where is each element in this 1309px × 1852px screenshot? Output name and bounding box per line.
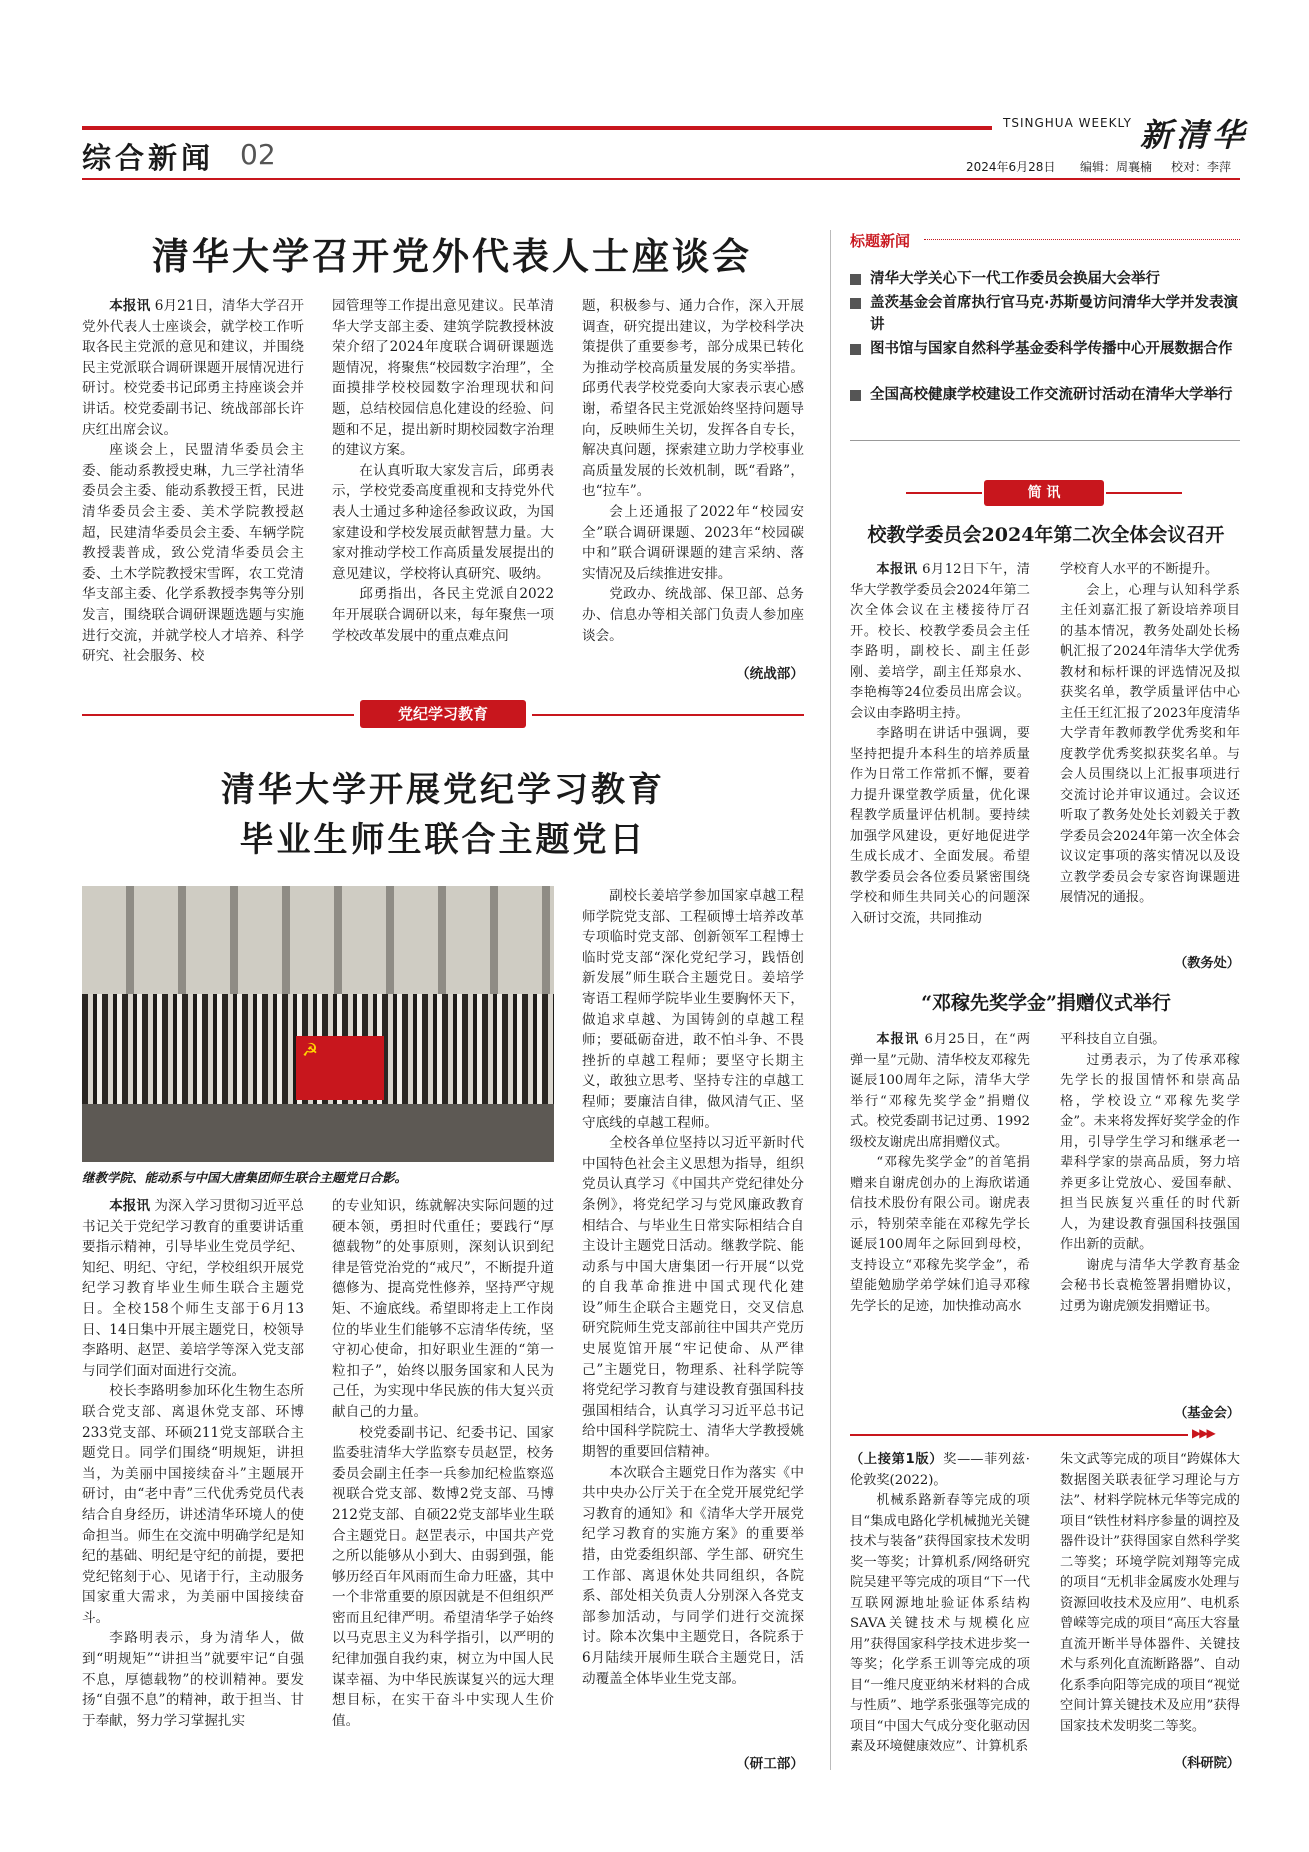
article2-col2: 的专业知识，练就解决实际问题的过硬本领，勇担时代重任；要践行“厚德载物”的处事原则，深刻认识到纪律是管党治党的“戒尺”，不断提升道德修为、提高党性修养，坚持严守规矩、不逾底线。希望即将走上工作岗位的毕业生们能够不忘清华传统，坚守初心使命，扣好职业生涯的“第一粒扣子”，始终以服务国家和人民为己任，为实现中华民族的伟大复兴贡献自己的力量。 校党委副书记、纪委书记、国家监委驻清华大学监察专员赵罡，校务委员会副主任李一兵参加纪检监察巡视联合党支部、数博2党支部、马博212党支部、自硕22党支部毕业生联合主题党日。赵罡表示，中国共产党之所以能够从小到大、由弱到强，能够历经百年风雨而生命力旺盛，其中一个非常重要的原因就是不但组织严密而且纪律严明。希望清华学子始终以马克思主义为科学指引，以严明的纪律加强自我约束，树立为中国人民谋幸福、为中华民族谋复兴的远大理想目标，在实干奋斗中实现人生价值。 bbox=[332, 1198, 554, 1729]
group-photo bbox=[82, 886, 554, 1162]
headline-item[interactable]: 盖茨基金会首席执行官马克·苏斯曼访问清华大学并发表演讲 bbox=[850, 292, 1242, 336]
header-top-rule bbox=[82, 126, 992, 130]
brand-logo-text: 新清华 bbox=[1140, 116, 1249, 154]
continuation-arrows-icon: ▶▶▶ bbox=[1192, 1426, 1214, 1440]
article2-title-line2: 毕业生师生联合主题党日 bbox=[239, 820, 647, 860]
headline-item[interactable]: 图书馆与国家自然科学基金委科学传播中心开展数据合作 bbox=[850, 338, 1242, 360]
headline-item[interactable]: 全国高校健康学校建设工作交流研讨活动在清华大学举行 bbox=[850, 384, 1242, 406]
ground bbox=[82, 1104, 554, 1162]
sidebar-divider bbox=[830, 230, 831, 1770]
headline-item[interactable]: 清华大学关心下一代工作委员会换届大会举行 bbox=[850, 268, 1242, 290]
article1-title: 清华大学召开党外代表人士座谈会 bbox=[152, 234, 752, 278]
brief2-col1: 本报讯 6月25日，在“两弹一星”元勋、清华校友邓稼先诞辰100周年之际，清华大学举行“邓稼先奖学金”捐赠仪式。校党委副书记过勇、1992级校友谢虎出席捐赠仪式。 “邓稼先奖学金”的首笔捐赠来自谢虎创办的上海欣诺通信技术股份有限公司。谢虎表示，特别荣幸能在邓稼先学长诞辰100周年之际回到母校，支持设立“邓稼先奖学金”，希望能勉励学弟学妹们追寻邓稼先学长的足迹，加快推动高水 bbox=[850, 1032, 1030, 1314]
article2-divider-right bbox=[532, 714, 804, 716]
article1-lead: 本报讯 bbox=[109, 298, 151, 314]
article2-col3: 副校长姜培学参加国家卓越工程师学院党支部、工程硕博士培养改革专项临时党支部、创新领军工程博士临时党支部“深化党纪学习，践悟创新发展”师生联合主题党日。姜培学寄语工程师学院毕业生要胸怀天下，做追求卓越、为国铸剑的卓越工程师；要砥砺奋进，敢不怕斗争、不畏挫折的卓越工程师；要坚守长期主义，敢独立思考、坚持专注的卓越工程师；要廉洁自律，做风清气正、坚守底线的卓越工程师。 全校各单位坚持以习近平新时代中国特色社会主义思想为指导，组织党员认真学习《中国共产党纪律处分条例》，将党纪学习与党风廉政教育相结合、与毕业生日常实际相结合自主设计主题党日活动。继教学院、能动系与中国大唐集团一行开展“以党的自我革命推进中国式现代化建设”师生企联合主题党日，交叉信息研究院师生党支部前往中国共产党历史展览馆开展“牢记使命、从严律己”主题党日，物理系、社科学院等将党纪学习教育与建设教育强国科技强国相结合，认真学习习近平总书记给中国科学院院士、清华大学教授姚期智的重要回信精神。 本次联合主题党日作为落实《中共中央办公厅关于在全党开展党纪学习教育的通知》和《清华大学开展党纪学习教育的实施方案》的重要举措，由党委组织部、学生部、研究生工作部、离退休处共同组织，各院系、部处相关负责人分别深入各党支部参加活动，与同学们进行交流探讨。除本次集中主题党日，各院系于6月陆续开展师生联合主题党日，活动覆盖全体毕业生党支部。 bbox=[582, 888, 804, 1687]
section-name: 综合新闻 bbox=[82, 141, 215, 175]
brief-tag: 简 讯 bbox=[984, 480, 1104, 506]
article1-col1: 本报讯 6月21日，清华大学召开党外代表人士座谈会，就学校工作听取各民主党派的意见和建议，并围绕民主党派联合调研课题开展情况进行研讨。校党委书记邱勇主持座谈会并讲话。校党委副书记、统战部部长许庆红出席会议。 座谈会上，民盟清华委员会主委、能动系教授史琳，九三学社清华委员会主委、能动系教授王哲，民进清华委员会主委、美术学院教授赵超，民建清华委员会主委、车辆学院教授裴普成，致公党清华委员会主委、土木学院教授宋雪晖，农工党清华支部主委、化学系教授李隽等分别发言，围绕联合调研课题选题与实施进行交流，并就学校人才培养、科学研究、社会服务、校 bbox=[82, 296, 304, 682]
brand-english: TSINGHUA WEEKLY bbox=[1003, 116, 1132, 130]
article1-col2: 园管理等工作提出意见建议。民革清华大学支部主委、建筑学院教授林波荣介绍了2024年度联合调研课题选题情况，将聚焦“校园数字治理”，全面摸排学校校园数字治理现状和问题，总结校园信息化建设的经验、问题和不足，提出新时期校园数字治理的建议方案。 在认真听取大家发言后，邱勇表示，学校党委高度重视和支持党外代表人士通过多种途径参政议政，为国家建设和学校发展贡献智慧力量。大家对推动学校工作高质量发展提出的意见建议，学校将认真研究、吸纳。 邱勇指出，各民主党派自2022年开展联合调研以来，每年聚焦一项学校改革发展中的重点难点问 bbox=[332, 298, 554, 644]
headlines-bottom-rule bbox=[850, 440, 1240, 441]
brief1-signature: （教务处） bbox=[1174, 956, 1240, 971]
header-bottom-rule bbox=[82, 178, 1240, 180]
brief-tag-rule-right bbox=[1106, 492, 1182, 494]
continuation-rule bbox=[850, 1434, 1188, 1436]
continuation-col1: （上接第1版）奖——菲列兹·伦敦奖(2022)。 机械系路新春等完成的项目“集成电路化学机械抛光关键技术与装备”获得国家技术发明奖一等奖；计算机系/网络研究院吴建平等完成的项目“下一代互联网源地址验证体系结构SAVA关键技术与规模化应用”获得国家科学技术进步奖一等奖；化学系王训等完成的项目“一维尺度亚纳米材料的合成与性质”、地学系张强等完成的项目“中国大气成分变化驱动因素及环境健康效应”、计算机系 bbox=[850, 1452, 1030, 1754]
brief2-col2: 平科技自立自强。 过勇表示，为了传承邓稼先学长的报国情怀和崇高品格，学校设立“邓稼先奖学金”。未来将发挥好奖学金的作用，引导学生学习和继承老一辈科学家的崇高品质，努力培养更多让党放心、爱国奉献、担当民族复兴重任的时代新人，为建设教育强国科技强国作出新的贡献。 谢虎与清华大学教育基金会秘书长袁桅签署捐赠协议，过勇为谢虎颁发捐赠证书。 bbox=[1060, 1032, 1240, 1314]
page-number: 02 bbox=[240, 138, 276, 171]
article2-title-line1: 清华大学开展党纪学习教育 bbox=[221, 770, 665, 810]
party-flag bbox=[296, 1036, 384, 1100]
hammer-sickle-icon: ☭ bbox=[302, 1040, 319, 1061]
brief2-signature: （基金会） bbox=[1174, 1406, 1240, 1421]
article2-section-tag: 党纪学习教育 bbox=[360, 700, 526, 728]
photo-caption: 继教学院、能动系与中国大唐集团师生联合主题党日合影。 bbox=[82, 1170, 408, 1185]
article2-lead: 本报讯 bbox=[109, 1198, 151, 1214]
brief1-col1: 本报讯 6月12日下午，清华大学教学委员会2024年第二次全体会议在主楼接待厅召开。校长、校教学委员会主任李路明，副校长、副主任彭刚、姜培学，副主任郑泉水、李艳梅等24位委员出席会议。会议由李路明主持。 李路明在讲话中强调，要坚持把提升本科生的培养质量作为日常工作常抓不懈，要着力提升课堂教学质量，优化课程教学质量评估机制。要持续加强学风建设，更好地促进学生成长成才、全面发展。希望教学委员会各位委员紧密围绕学校和师生共同关心的问题深入研讨交流，共同推动 bbox=[850, 562, 1030, 926]
article1-col1-p2: 座谈会上，民盟清华委员会主委、能动系教授史琳，九三学社清华委员会主委、能动系教授王哲，民进清华委员会主委、美术学院教授赵超，民建清华委员会主委、车辆学院教授裴普成，致公党清华委员会主委、土木学院教授宋雪晖，农工党清华支部主委、化学系教授李隽等分别发言，围绕联合调研课题选题与实施进行交流，并就学校人才培养、科学研究、社会服务、校 bbox=[82, 442, 304, 665]
brief-tag-rule-left bbox=[906, 492, 982, 494]
proofreader: 校对：李萍 bbox=[1171, 160, 1232, 174]
brief2-title: “邓稼先奖学金”捐赠仪式举行 bbox=[921, 992, 1171, 1014]
brief2-lead: 本报讯 bbox=[876, 1032, 920, 1047]
headlines-title-rule bbox=[924, 239, 1240, 240]
article2-signature: （研工部） bbox=[736, 1756, 804, 1772]
headlines-title: 标题新闻 bbox=[850, 232, 911, 250]
article2-divider-left bbox=[82, 714, 354, 716]
brief1-col2: 学校育人水平的不断提升。 会上，心理与认知科学系主任刘嘉汇报了新设培养项目的基本情况，教务处副处长杨帆汇报了2024年清华大学优秀教材和标杆课的评选情况及拟获奖名单，教学质量评估中心主任王红汇报了2023年度清华大学青年教师教学优秀奖和年度教学优秀奖拟获奖名单。与会人员围绕以上汇报事项进行交流讨论并审议通过。会议还听取了教务处处长刘毅关于教学委员会2024年第一次全体会议议定事项的落实情况以及设立教学委员会专家咨询课题进展情况的通报。 bbox=[1060, 562, 1240, 905]
article1-signature: （统战部） bbox=[736, 666, 804, 682]
continuation-lead: （上接第1版） bbox=[850, 1452, 944, 1467]
brief1-title: 校教学委员会2024年第二次全体会议召开 bbox=[867, 524, 1225, 546]
issue-date: 2024年6月28日 bbox=[966, 160, 1056, 174]
article2-col1: 本报讯 为深入学习贯彻习近平总书记关于党纪学习教育的重要讲话重要指示精神，引导毕业生党员学纪、知纪、明纪、守纪，学校组织开展党纪学习教育毕业生师生联合主题党日。全校158个师生支部于6月13日、14日集中开展主题党日，校领导李路明、赵罡、姜培学等深入党支部与同学们面对面进行交流。 校长李路明参加环化生物生态所联合党支部、离退休党支部、环博233党支部、环硕211党支部联合主题党日。同学们围绕“明规矩，讲担当，为美丽中国接续奋斗”主题展开研讨，由“老中青”三代优秀党员代表结合自身经历，讲述清华环境人的使命担当。师生在交流中明确学纪是知纪的基础、明纪是守纪的前提，要把党纪铭刻于心、见诸于行，主动服务国家重大需求，为美丽中国接续奋斗。 李路明表示，身为清华人，做到“明规矩”“讲担当”就要牢记“自强不息，厚德载物”的校训精神。要发扬“自强不息”的精神，敢于担当、甘于奉献，努力学习掌握扎实 bbox=[82, 1198, 304, 1729]
continuation-signature: （科研院） bbox=[1174, 1756, 1240, 1771]
building-facade bbox=[82, 886, 554, 1006]
article1-col3: 题，积极参与、通力合作，深入开展调查，研究提出建议，为学校科学决策提供了重要参考，部分成果已转化为推动学校高质量发展的务实举措。邱勇代表学校党委向大家表示衷心感谢，希望各民主党派始终坚持问题导向，反映师生关切，发挥各自专长，解决真问题，探索建立助力学校事业高质量发展的长效机制，既“看路”，也“拉车”。 会上还通报了2022年“校园安全”联合调研课题、2023年“校园碳中和”联合调研课题的建言采纳、落实情况及后续推进安排。 党政办、统战部、保卫部、总务办、信息办等相关部门负责人参加座谈会。 bbox=[582, 298, 804, 644]
continuation-col2: 朱文武等完成的项目“跨媒体大数据图关联表征学习理论与方法”、材料学院林元华等完成的项目“铁性材料序参量的调控及器件设计”获得国家自然科学奖二等奖；环境学院刘翔等完成的项目“无机非金属废水处理与资源回收技术及应用”、电机系曾嵘等完成的项目“高压大容量直流开断半导体器件、关键技术与系列化直流断路器”、自动化系季向阳等完成的项目“视觉空间计算关键技术及应用”获得国家技术发明奖二等奖。 bbox=[1060, 1452, 1240, 1734]
brief1-lead: 本报讯 bbox=[876, 562, 918, 577]
editor: 编辑：周襄楠 bbox=[1080, 160, 1153, 174]
